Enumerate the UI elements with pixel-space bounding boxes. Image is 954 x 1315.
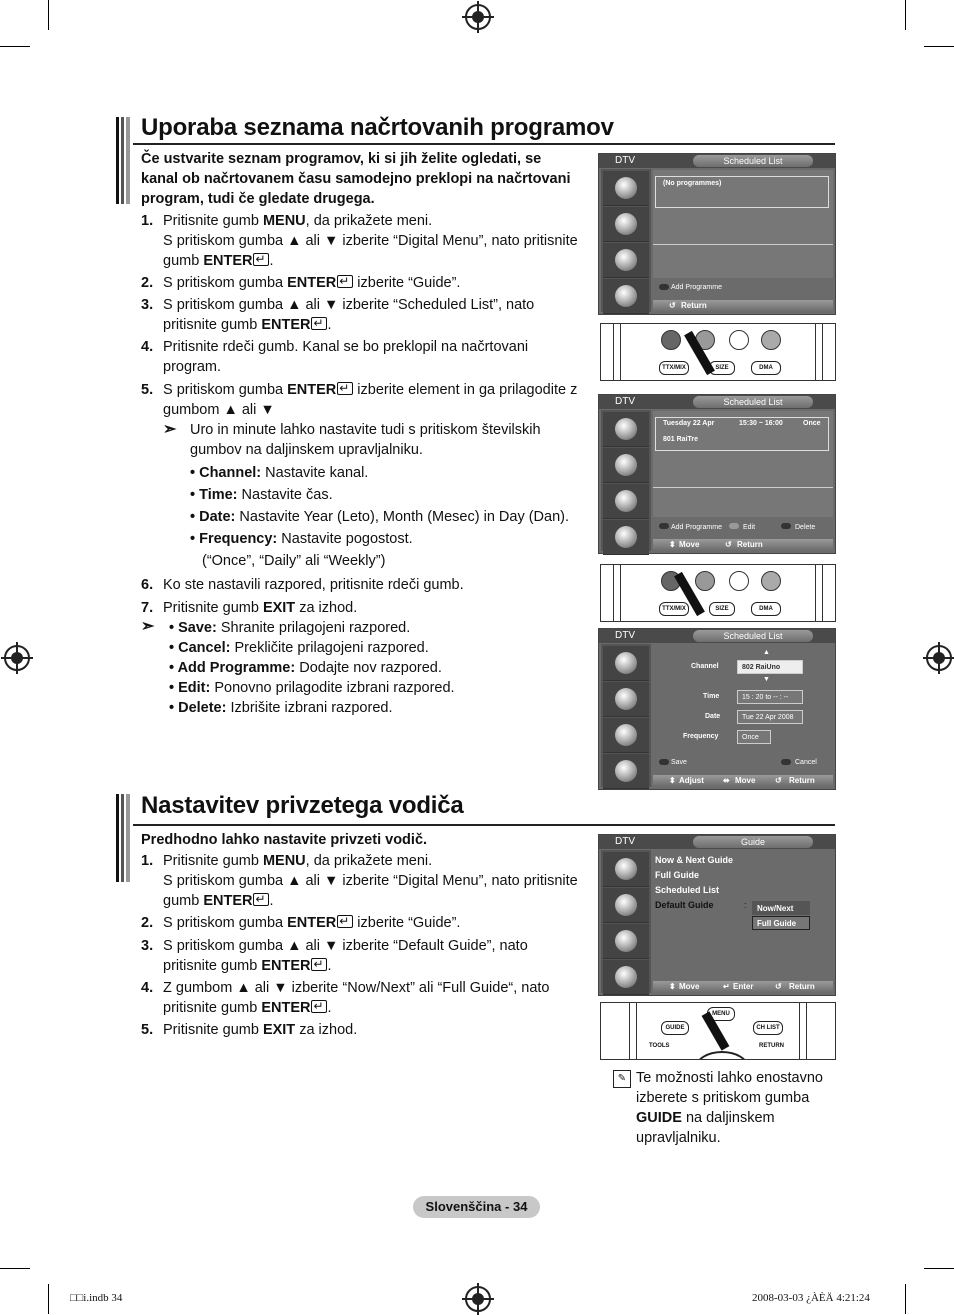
date-field[interactable]: Tue 22 Apr 2008 <box>737 710 803 724</box>
enter-icon <box>311 958 327 971</box>
step-number: 3. <box>141 297 154 313</box>
green-button-icon <box>729 523 739 529</box>
step-number: 5. <box>141 382 154 398</box>
text: S pritiskom gumba ▲ ali ▼ izberite “Digital Menu”, nato pritisnite <box>163 873 578 889</box>
dtv-label: DTV <box>615 630 635 641</box>
setup-icon <box>603 718 649 753</box>
step-4 <box>141 337 601 377</box>
title-rule <box>133 824 835 826</box>
text: , da prikažete meni. <box>305 213 433 229</box>
red-button-icon <box>659 284 669 290</box>
remote-edge <box>613 565 621 621</box>
down-arrow-icon: ▼ <box>763 676 770 683</box>
menu-item-full-guide[interactable]: Full Guide <box>655 870 699 880</box>
text: za izhod. <box>295 600 358 616</box>
option-text: Nastavite čas. <box>237 487 333 503</box>
text: EXIT <box>262 1022 296 1038</box>
option-label: • Save: <box>169 620 217 636</box>
add-programme-hint: Add Programme <box>671 524 722 531</box>
text: ENTER <box>261 317 311 333</box>
move-hint: Move <box>679 982 700 991</box>
step-text <box>163 913 460 933</box>
note <box>163 420 593 462</box>
option-text: Izbrišite izbrani razpored. <box>226 700 393 716</box>
remote-edge <box>815 565 823 621</box>
picture-icon <box>603 852 649 887</box>
step-1 <box>141 211 601 271</box>
text: S pritiskom gumba <box>163 382 288 398</box>
print-file-info: □□i.indb 34 <box>70 1292 123 1304</box>
intro-line: Če ustvarite seznam programov, ki si jih želite ogledati, se <box>141 151 542 167</box>
dtv-label: DTV <box>615 396 635 407</box>
intro-line: program, tudi če gledate drugega. <box>141 191 375 207</box>
text: . <box>327 1000 332 1016</box>
option-label: • Channel: <box>190 465 262 481</box>
enter-icon <box>253 893 269 906</box>
dtv-label: DTV <box>615 155 635 166</box>
return-label: RETURN <box>759 1043 784 1049</box>
print-timestamp: 2008-03-03 ¿ÀÈÄ 4:21:24 <box>752 1292 870 1304</box>
option-text: Nastavite kanal. <box>261 465 369 481</box>
step-5 <box>141 380 601 420</box>
tv-screen-scheduled-list <box>598 394 836 554</box>
crop-mark <box>905 1284 906 1314</box>
text: pritisnite gumb <box>163 317 262 333</box>
menu-button: MENU <box>707 1007 735 1021</box>
enter-hint: Enter <box>733 982 754 991</box>
menu-icons <box>601 410 651 551</box>
text: gumb <box>163 253 204 269</box>
remote-illustration <box>600 323 836 381</box>
text: ENTER <box>287 275 337 291</box>
remote-edge <box>613 324 621 380</box>
text: Pritisnite gumb <box>163 213 263 229</box>
step-number: 2. <box>141 275 154 291</box>
time-label: Time <box>703 693 720 700</box>
step-text <box>163 295 534 335</box>
registration-mark-icon <box>465 4 491 30</box>
section-marker <box>116 117 130 204</box>
text: . <box>269 893 274 909</box>
text: Pritisnite rdeči gumb. Kanal se bo preklopil na načrtovani <box>163 339 529 355</box>
enter-icon <box>337 915 353 928</box>
text: MENU <box>262 213 306 229</box>
screen-footer <box>653 981 833 993</box>
text: gumbom ▲ ali ▼ <box>163 402 275 418</box>
input-icon <box>603 279 649 314</box>
crop-mark <box>48 1284 49 1314</box>
add-programme-hint: Add Programme <box>671 284 722 291</box>
remote-edge <box>799 1003 807 1059</box>
item-channel: 801 RaiTre <box>663 436 699 443</box>
text: . <box>327 958 332 974</box>
screen-footer <box>653 539 833 551</box>
guide-button: GUIDE <box>661 1021 689 1035</box>
text: Z gumbom ▲ ali ▼ izberite “Now/Next” ali “Full Guide“, nato <box>163 980 550 996</box>
enter-icon <box>337 275 353 288</box>
screen-title: Scheduled List <box>693 396 813 408</box>
option-label: • Frequency: <box>190 531 278 547</box>
menu-item-default-guide[interactable]: Default Guide <box>655 900 714 910</box>
navigation-ring <box>695 1051 749 1060</box>
step-text <box>163 337 528 377</box>
size-button: SIZE <box>709 361 735 375</box>
setup-icon <box>603 924 649 959</box>
step-text <box>163 978 550 1018</box>
note-arrow-icon: ➣ <box>141 618 155 635</box>
text: gumbov na daljinskem upravljalniku. <box>190 442 423 458</box>
return-icon: ↺ <box>775 776 782 785</box>
return-icon: ↺ <box>669 301 676 310</box>
text: Pritisnite gumb <box>163 853 263 869</box>
ttx-mix-button: TTX/MIX <box>659 361 689 375</box>
step-6 <box>141 575 601 595</box>
step-text <box>163 936 528 976</box>
return-hint: Return <box>789 982 815 991</box>
text: GUIDE <box>636 1110 682 1126</box>
text: na daljinskem <box>685 1110 775 1126</box>
adjust-icon: ⬍ <box>669 776 676 785</box>
note-arrow-icon: ➣ <box>163 421 177 438</box>
remote-edge <box>629 1003 637 1059</box>
text: ENTER <box>203 253 253 269</box>
red-button-icon <box>659 523 669 529</box>
text: upravljalniku. <box>636 1130 721 1146</box>
note-icon: ✎ <box>613 1070 631 1088</box>
text: pritisnite gumb <box>163 958 262 974</box>
adjust-hint: Adjust <box>679 776 704 785</box>
text: Te možnosti lahko enostavno <box>636 1070 823 1086</box>
picture-icon <box>603 171 649 206</box>
step-7 <box>141 598 601 618</box>
channel-field[interactable]: 802 RaiUno <box>737 660 803 674</box>
step-5 <box>141 1020 601 1040</box>
text: izberite element in ga prilagodite z <box>353 382 578 398</box>
tv-screen-guide <box>598 834 836 996</box>
text: gumb <box>163 893 204 909</box>
text: izberete s pritiskom gumba <box>636 1090 810 1106</box>
screen-title: Scheduled List <box>693 155 813 167</box>
step-text: Ko ste nastavili razpored, pritisnite rdeči gumb. <box>163 577 464 593</box>
text: EXIT <box>262 600 296 616</box>
step-2 <box>141 913 601 933</box>
yellow-button-icon <box>729 330 749 350</box>
dma-button: DMA <box>751 602 781 616</box>
registration-mark-icon <box>465 1286 491 1312</box>
move-icon: ⬍ <box>669 540 676 549</box>
option-label: • Edit: <box>169 680 211 696</box>
screen-title: Scheduled List <box>693 630 813 642</box>
option-text: Shranite prilagojeni razpored. <box>216 620 411 636</box>
step-number: 6. <box>141 577 154 593</box>
screen-title: Guide <box>693 836 813 848</box>
enter-icon <box>337 382 353 395</box>
section-intro <box>141 149 571 209</box>
screen-footer <box>653 775 833 787</box>
date-label: Date <box>705 713 721 720</box>
sound-icon <box>603 207 649 242</box>
sound-icon <box>603 888 649 923</box>
screen-footer <box>653 300 833 312</box>
return-icon: ↺ <box>775 982 782 991</box>
option-now-next[interactable]: Now/Next <box>752 901 810 915</box>
remote-illustration <box>600 1002 836 1060</box>
text: MENU <box>262 853 306 869</box>
remote-illustration <box>600 564 836 622</box>
return-hint: Return <box>789 776 815 785</box>
move-hint: Move <box>735 776 756 785</box>
enter-icon <box>311 1000 327 1013</box>
green-button-icon <box>695 571 715 591</box>
red-button-icon <box>661 330 681 350</box>
step-text <box>163 273 460 293</box>
return-icon: ↺ <box>725 540 732 549</box>
text: . <box>269 253 274 269</box>
step-2 <box>141 273 601 293</box>
input-icon <box>603 754 649 789</box>
option-label: • Add Programme: <box>169 660 296 676</box>
option-text: Prekličite prilagojeni razpored. <box>230 640 429 656</box>
tv-screen-scheduled-list-empty <box>598 153 836 315</box>
setup-icon <box>603 484 649 519</box>
tools-label: TOOLS <box>649 1043 670 1049</box>
text: ENTER <box>287 915 337 931</box>
return-hint: Return <box>737 540 763 549</box>
remote-edge <box>815 324 823 380</box>
crop-mark <box>0 46 30 47</box>
time-field[interactable]: 15 : 20 to -- : -- <box>737 690 803 704</box>
step-text <box>163 380 577 420</box>
step-text <box>163 851 578 911</box>
option-text: Ponovno prilagodite izbrani razpored. <box>210 680 455 696</box>
ch-list-button: CH LIST <box>753 1021 783 1035</box>
menu-item-now-next-guide[interactable]: Now & Next Guide <box>655 855 734 865</box>
size-button: SIZE <box>709 602 735 616</box>
step-text <box>163 598 357 618</box>
crop-mark <box>48 0 49 30</box>
dtv-label: DTV <box>615 836 635 847</box>
text: Pritisnite gumb <box>163 1022 263 1038</box>
crop-mark <box>924 1268 954 1269</box>
step-number: 1. <box>141 853 154 869</box>
option-full-guide[interactable]: Full Guide <box>752 916 810 930</box>
menu-icons <box>601 169 651 312</box>
list-panel <box>653 411 833 517</box>
blue-button-icon <box>761 330 781 350</box>
step-number: 5. <box>141 1022 154 1038</box>
text: S pritiskom gumba ▲ ali ▼ izberite “Default Guide”, nato <box>163 938 528 954</box>
enter-icon <box>311 317 327 330</box>
text: program. <box>163 359 222 375</box>
option-text: Dodajte nov razpored. <box>295 660 442 676</box>
frequency-label: Frequency <box>683 733 719 740</box>
step-number: 2. <box>141 915 154 931</box>
empty-message: (No programmes) <box>663 180 722 187</box>
yellow-button-icon <box>781 523 791 529</box>
page-number: Slovenščina - 34 <box>413 1196 540 1218</box>
step-3 <box>141 936 601 976</box>
save-hint: Save <box>671 759 687 766</box>
text: ENTER <box>261 1000 311 1016</box>
text: , da prikažete meni. <box>305 853 433 869</box>
section-intro: Predhodno lahko nastavite privzeti vodič. <box>141 832 428 848</box>
delete-hint: Delete <box>795 524 816 531</box>
ttx-mix-button: TTX/MIX <box>659 602 689 616</box>
step-text <box>163 1020 357 1040</box>
text: S pritiskom gumba ▲ ali ▼ izberite “Scheduled List”, nato <box>163 297 535 313</box>
colon: : <box>744 900 747 910</box>
step-number: 4. <box>141 980 154 996</box>
text: za izhod. <box>295 1022 358 1038</box>
sound-icon <box>603 682 649 717</box>
step-4 <box>141 978 601 1018</box>
enter-icon <box>253 253 269 266</box>
picture-icon <box>603 646 649 681</box>
yellow-button-icon <box>729 571 749 591</box>
divider <box>653 244 833 245</box>
menu-item-scheduled-list[interactable]: Scheduled List <box>655 885 720 895</box>
registration-mark-icon <box>4 645 30 671</box>
step-number: 7. <box>141 600 154 616</box>
step-1 <box>141 851 601 911</box>
text: Pritisnite gumb <box>163 600 263 616</box>
green-button-icon <box>781 759 791 765</box>
move-icon: ⬌ <box>723 776 730 785</box>
text: . <box>327 317 332 333</box>
text: S pritiskom gumba <box>163 275 288 291</box>
item-frequency: Once <box>803 420 821 427</box>
frequency-values: (“Once”, “Daily” ali “Weekly”) <box>202 553 386 569</box>
option-list <box>190 463 600 571</box>
input-icon <box>603 960 649 995</box>
registration-mark-icon <box>926 645 952 671</box>
text: pritisnite gumb <box>163 1000 262 1016</box>
step-text <box>163 211 578 271</box>
move-hint: Move <box>679 540 700 549</box>
note-text <box>190 420 541 460</box>
option-label: • Time: <box>190 487 238 503</box>
section-title: Nastavitev privzetega vodiča <box>141 792 464 819</box>
step-number: 1. <box>141 213 154 229</box>
channel-label: Channel <box>691 663 719 670</box>
text: S pritiskom gumba <box>163 915 288 931</box>
step-number: 3. <box>141 938 154 954</box>
text: ENTER <box>261 958 311 974</box>
divider <box>653 487 833 488</box>
option-label: • Date: <box>190 509 236 525</box>
sound-icon <box>603 448 649 483</box>
picture-icon <box>603 412 649 447</box>
section-marker <box>116 794 130 882</box>
menu-icons <box>601 644 651 787</box>
dma-button: DMA <box>751 361 781 375</box>
option-label: • Delete: <box>169 700 227 716</box>
text: ENTER <box>287 382 337 398</box>
list-panel <box>653 170 833 278</box>
item-day: Tuesday 22 Apr <box>663 420 715 427</box>
tv-screen-schedule-edit <box>598 628 836 790</box>
text: ENTER <box>203 893 253 909</box>
crop-mark <box>905 0 906 30</box>
menu-icons <box>601 850 651 993</box>
red-button-icon <box>659 759 669 765</box>
intro-line: kanal ob načrtovanem času samodejno preklopi na načrtovani <box>141 171 571 187</box>
frequency-field[interactable]: Once <box>737 730 771 744</box>
crop-mark <box>924 46 954 47</box>
edit-hint: Edit <box>743 524 756 531</box>
cancel-hint: Cancel <box>795 759 817 766</box>
option-text: Nastavite Year (Leto), Month (Mesec) in Day (Dan). <box>235 509 570 525</box>
input-icon <box>603 520 649 555</box>
blue-button-icon <box>761 571 781 591</box>
enter-icon: ↵ <box>723 982 730 991</box>
setup-icon <box>603 243 649 278</box>
text: Uro in minute lahko nastavite tudi s pritiskom številskih <box>190 422 541 438</box>
step-number: 4. <box>141 339 154 355</box>
crop-mark <box>0 1268 30 1269</box>
option-text: Nastavite pogostost. <box>277 531 413 547</box>
step-3 <box>141 295 601 335</box>
text: izberite “Guide”. <box>353 275 461 291</box>
move-icon: ⬍ <box>669 982 676 991</box>
option-label: • Cancel: <box>169 640 231 656</box>
return-hint: Return <box>681 301 707 310</box>
up-arrow-icon: ▲ <box>763 649 770 656</box>
title-rule <box>133 143 835 145</box>
item-time: 15:30 ~ 16:00 <box>739 420 783 427</box>
text: S pritiskom gumba ▲ ali ▼ izberite “Digital Menu”, nato pritisnite <box>163 233 578 249</box>
text: izberite “Guide”. <box>353 915 461 931</box>
section-title: Uporaba seznama načrtovanih programov <box>141 114 614 141</box>
